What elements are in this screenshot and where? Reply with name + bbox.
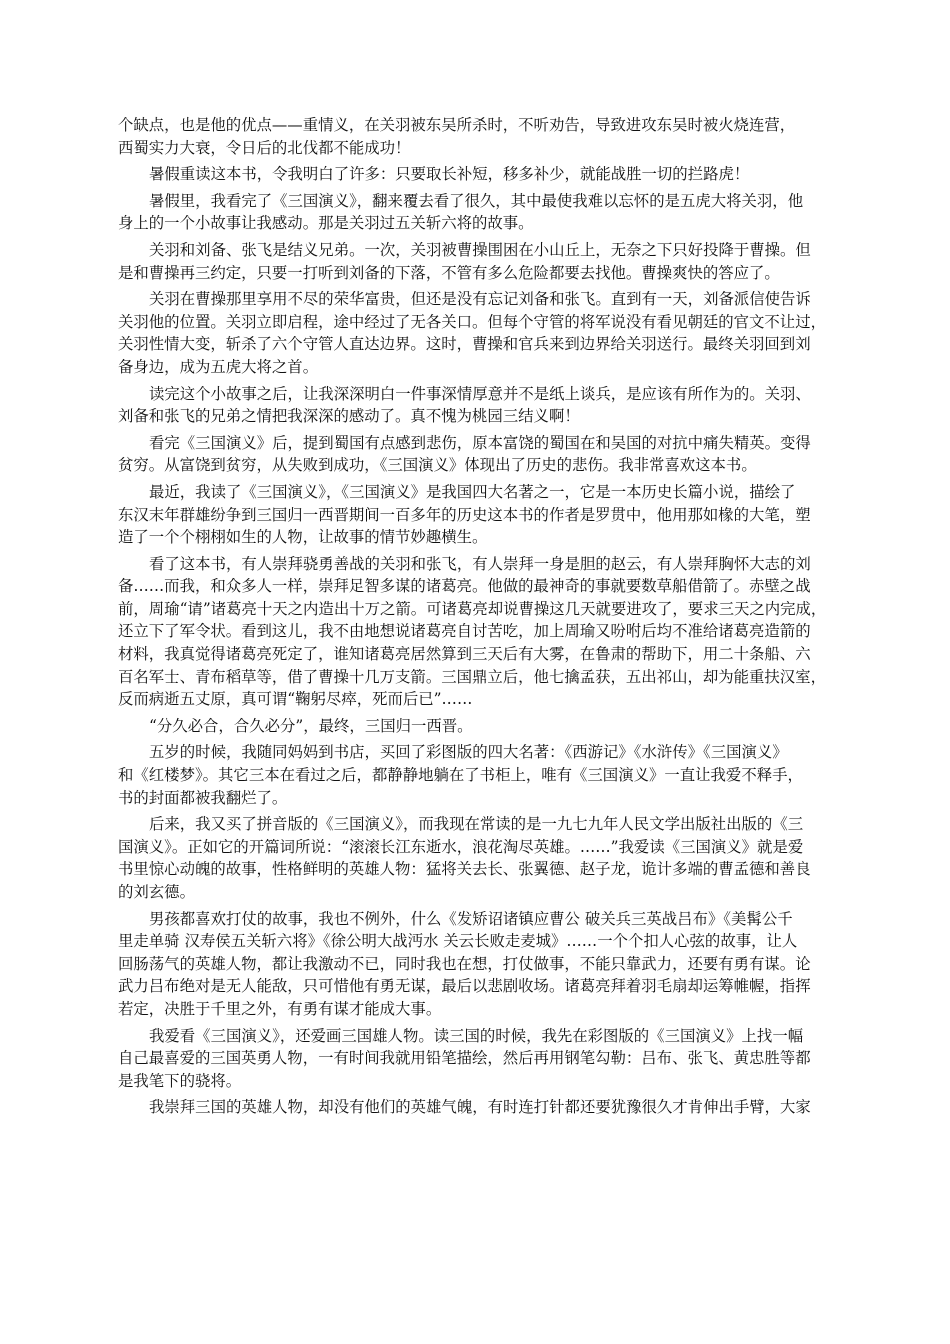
article-body: [118, 114, 838, 1119]
text-line: 造了一个个栩栩如生的人物，让故事的情节妙趣横生。: [118, 528, 488, 547]
text-line: 武力吕布绝对是无人能敌，只可惜他有勇无谋，最后以悲剧收场。诸葛亮拜着羽毛扇却运筹帷幄，指挥: [118, 977, 811, 996]
text-line: 反而病逝五丈原，真可谓“鞠躬尽瘁，死而后已”……: [118, 690, 473, 709]
text-line: 个缺点，也是他的优点——重情义，在关羽被东吴所杀时，不听劝告，导致进攻东吴时被火烧连营，: [118, 116, 796, 134]
text-line: 百名军士、青布稻草等，借了曹操十几万支箭。三国鼎立后，他七擒孟获，五出祁山，却为能重扶汉室，: [118, 667, 826, 686]
text-line: 回肠荡气的英雄人物，都让我激动不已，同时我也在想，打仗做事，不能只靠武力，还要有勇有谋。论: [118, 954, 811, 973]
text-line: 若定，决胜于千里之外，有勇有谋才能成大事。: [118, 999, 442, 1018]
text-line: 看完《三国演义》后，提到蜀国有点感到悲伤，原本富饶的蜀国在和吴国的对抗中痛失精英。变得: [149, 433, 811, 452]
text-line: 关羽性情大变，斩杀了六个守管人直达边界。这时，曹操和官兵来到边界给关羽送行。最终关羽回到刘: [118, 335, 811, 354]
text-line: 看了这本书，有人崇拜骁勇善战的关羽和张飞，有人崇拜一身是胆的赵云，有人崇拜胸怀大志的刘: [149, 554, 811, 573]
text-line: 我崇拜三国的英雄人物，却没有他们的英雄气魄，有时连打针都还要犹豫很久才肯伸出手臂，大家: [149, 1098, 811, 1117]
text-line: 和《红楼梦》。其它三本在看过之后，都静静地躺在了书柜上，唯有《三国演义》一直让我爱不释手，: [118, 766, 803, 785]
text-line: 关羽在曹操那里享用不尽的荣华富贵，但还是没有忘记刘备和张飞。直到有一天，刘备派信使告诉: [149, 290, 811, 309]
text-line: 是和曹操再三约定，只要一打听到刘备的下落，不管有多么危险都要去找他。曹操爽快的答应了。: [118, 263, 780, 282]
text-line: 国演义》。正如它的开篇词所说：“滚滚长江东逝水，浪花淘尽英雄。……”我爱读《三国演义》就是爱: [118, 837, 804, 856]
text-line: 关羽和刘备、张飞是结义兄弟。一次，关羽被曹操围困在小山丘上，无奈之下只好投降于曹操。但: [149, 240, 811, 259]
text-line: 还立下了军令状。看到这儿，我不由地想说诸葛亮自讨苦吃，加上周瑜又吩咐后均不准给诸葛亮造箭的: [118, 622, 811, 641]
text-line: 里走单骑 汉寿侯五关斩六将》《徐公明大战沔水 关云长败走麦城》……一个个扣人心弦的故事，让人: [118, 932, 798, 951]
text-line: 读完这个小故事之后，让我深深明白一件事深情厚意并不是纸上谈兵，是应该有所作为的。关羽、: [149, 384, 811, 403]
text-line: 身上的一个小故事让我感动。那是关羽过五关斩六将的故事。: [118, 214, 534, 233]
text-line: 刘备和张飞的兄弟之情把我深深的感动了。真不愧为桃园三结义啊！: [118, 407, 580, 426]
text-line: 我爱看《三国演义》，还爱画三国雄人物。读三国的时候，我先在彩图版的《三国演义》上找一幅: [149, 1026, 804, 1045]
text-line: 东汉末年群雄纷争到三国归一西晋期间一百多年的历史这本书的作者是罗贯中，他用那如椽的大笔，塑: [118, 505, 811, 524]
text-line: 暑假里，我看完了《三国演义》，翻来覆去看了很久，其中最使我难以忘怀的是五虎大将关羽，他: [149, 191, 804, 210]
text-line: 自己最喜爱的三国英勇人物，一有时间我就用铅笔描绘，然后再用钢笔勾勒：吕布、张飞、黄忠胜等都: [118, 1049, 811, 1068]
text-line: 暑假重读这本书，令我明白了许多：只要取长补短，移多补少，就能战胜一切的拦路虎！: [149, 165, 750, 184]
text-line: 书里惊心动魄的故事，性格鲜明的英雄人物：猛将关去长、张翼德、赵子龙，诡计多端的曹孟德和善良: [118, 860, 811, 879]
text-line: 备……而我，和众多人一样，崇拜足智多谋的诸葛亮。他做的最神奇的事就要数草船借箭了。赤壁之战: [118, 577, 811, 596]
text-line: 的刘玄德。: [118, 883, 195, 901]
text-line: 前，周瑜“请”诸葛亮十天之内造出十万之箭。可诸葛亮却说曹操这几天就要进攻了，要求三天之内完成，: [118, 599, 827, 618]
text-line: “分久必合，合久必分”，最终，三国归一西晋。: [149, 716, 473, 735]
text-line: 材料，我真觉得诸葛亮死定了，谁知诸葛亮居然算到三天后有大雾，在鲁肃的帮助下，用二十条船、六: [118, 645, 811, 664]
text-line: 男孩都喜欢打仗的故事，我也不例外，什么《发矫诏诸镇应曹公 破关兵三英战吕布》《美髯公千: [149, 909, 793, 928]
text-line: 书的封面都被我翻烂了。: [118, 788, 288, 807]
text-line: 备身边，成为五虎大将之首。: [118, 357, 319, 376]
text-line: 贫穷。从富饶到贫穷，从失败到成功，《三国演义》体现出了历史的悲伤。我非常喜欢这本书。: [118, 456, 757, 475]
text-line: 最近，我读了《三国演义》，《三国演义》是我国四大名著之一，它是一本历史长篇小说，描绘了: [149, 482, 796, 501]
text-line: 西蜀实力大衰，令日后的北伐都不能成功！: [118, 138, 411, 157]
text-line: 是我笔下的骁将。: [118, 1071, 242, 1090]
text-line: 后来，我又买了拼音版的《三国演义》，而我现在常读的是一九七九年人民文学出版社出版的《三: [149, 815, 804, 834]
text-line: 五岁的时候，我随同妈妈到书店，买回了彩图版的四大名著：《西游记》《水浒传》《三国演义》: [149, 743, 788, 762]
text-line: 关羽他的位置。关羽立即启程，途中经过了无各关口。但每个守管的将军说没有看见朝廷的官文不让过，: [118, 312, 826, 331]
